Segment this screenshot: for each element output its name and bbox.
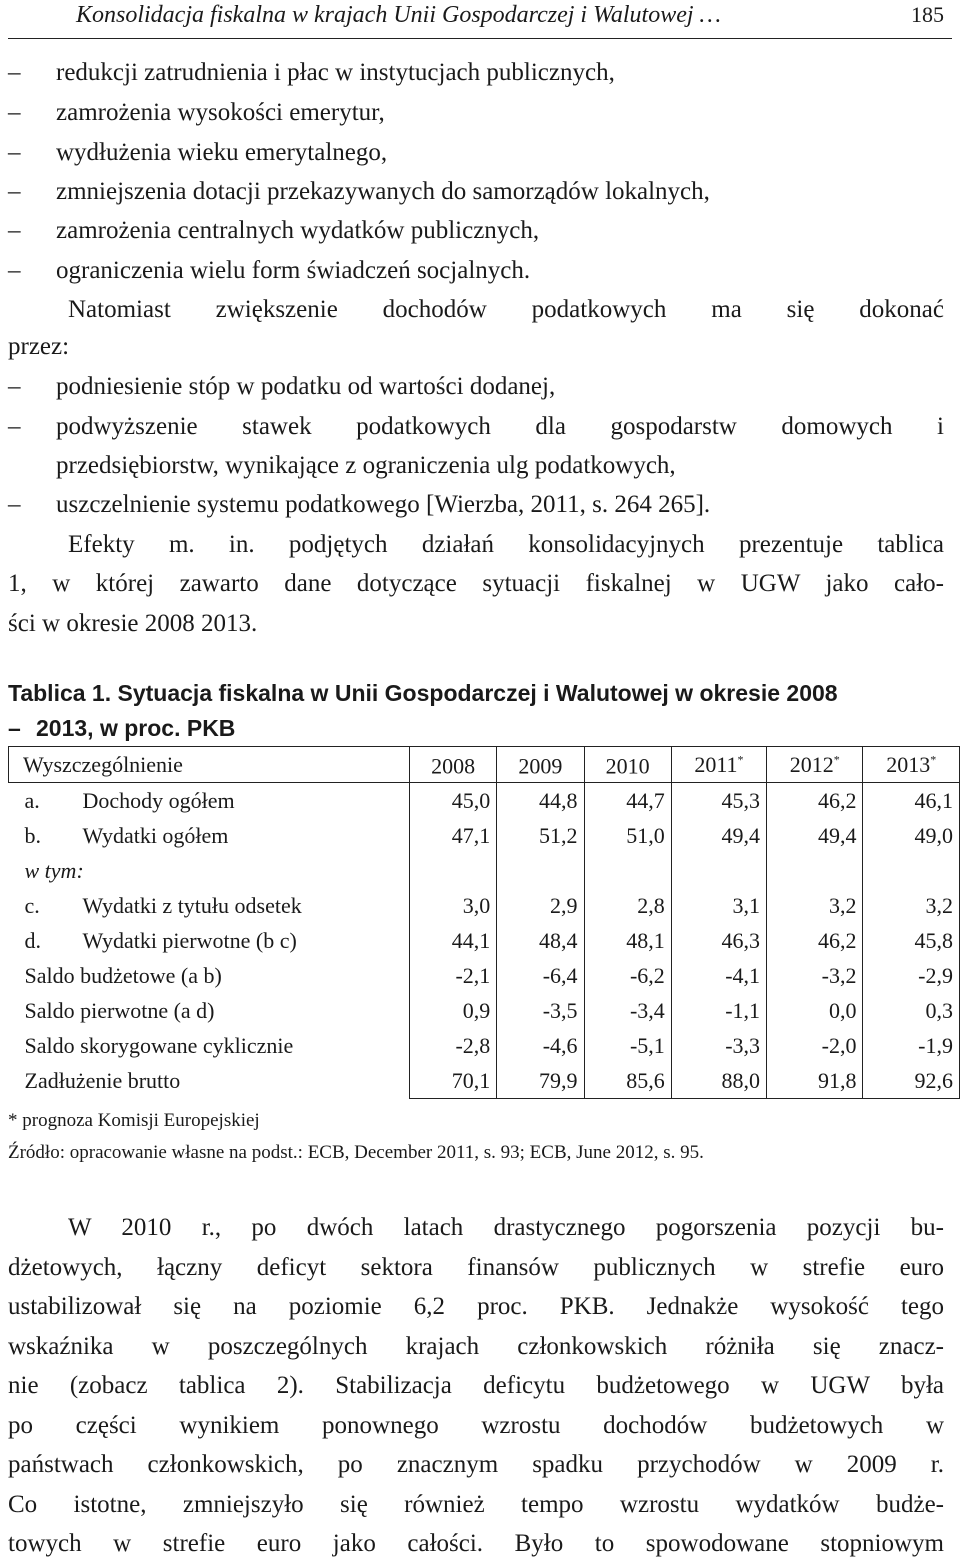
paragraph-line: Co istotne, zmniejszyło się również tempo wzrostu wydatków budże- (8, 1491, 944, 1518)
table-cell (584, 853, 671, 888)
table-cell: 3,2 (767, 888, 863, 923)
paragraph-line: towych w strefie euro jako całości. Było to spowodowane stopniowym (8, 1530, 944, 1557)
paragraph-line: po części wynikiem ponownego wzrostu dochodów budżetowych w (8, 1412, 944, 1439)
table-row (9, 993, 960, 1028)
running-title: Konsolidacja fiskalna w krajach Unii Gospodarczej i Walutowej … (76, 2, 721, 28)
table-cell (767, 853, 863, 888)
col-header: 2009 (497, 747, 584, 783)
table-cell: 45,0 (410, 783, 497, 819)
table-cell: 85,6 (584, 1063, 671, 1099)
row-label-text: Wydatki pierwotne (b c) (82, 927, 297, 953)
table-cell: -2,8 (410, 1028, 497, 1063)
table-cell: 48,4 (497, 923, 584, 958)
paragraph-revenue-line2: przez: (8, 333, 70, 360)
table-row (9, 818, 960, 853)
page-header (8, 0, 952, 39)
table-cell: 3,1 (671, 888, 766, 923)
table-row (9, 923, 960, 958)
table-cell: 49,4 (671, 818, 766, 853)
table-cell: -6,4 (497, 958, 584, 993)
table-caption-line2: – 2013, w proc. PKB (8, 715, 236, 741)
row-label-text: Dochody ogółem (82, 787, 235, 813)
table-cell: 2,8 (584, 888, 671, 923)
paragraph-revenue-line1: Natomiast zwiększenie dochodów podatkowych ma się dokonać (68, 296, 944, 323)
table-cell: -1,9 (863, 1028, 960, 1063)
table-cell: 70,1 (410, 1063, 497, 1099)
table-row (9, 1063, 960, 1099)
table-cell: 79,9 (497, 1063, 584, 1099)
table-cell: 51,0 (584, 818, 671, 853)
table-row (9, 888, 960, 923)
table-cell: -6,2 (584, 958, 671, 993)
paragraph-line: ustabilizował się na poziomie 6,2 proc. PKB. Jednakże wysokość tego (8, 1293, 944, 1320)
table-cell (863, 853, 960, 888)
table-caption-line1: Tablica 1. Sytuacja fiskalna w Unii Gospodarczej i Walutowej w okresie 2008 (8, 680, 838, 706)
dash-bullet: – (8, 373, 21, 400)
row-label-text: w tym: (24, 857, 84, 883)
table-cell: 92,6 (863, 1063, 960, 1099)
dash-bullet: – (8, 178, 21, 205)
table-row (9, 958, 960, 993)
row-letter: c. (24, 892, 40, 918)
row-letter: b. (24, 822, 41, 848)
table-cell (671, 853, 766, 888)
table-cell: 0,9 (410, 993, 497, 1028)
row-label (9, 783, 410, 819)
paragraph-effects-line2: 1, w której zawarto dane dotyczące sytuacji fiskalnej w UGW jako cało- (8, 570, 944, 597)
table-row (9, 853, 960, 888)
col-header: 2008 (410, 747, 497, 783)
table-cell: 46,2 (767, 923, 863, 958)
table-row (9, 783, 960, 819)
col-header: 2011* (671, 747, 766, 783)
row-label (9, 923, 410, 958)
page-number: 185 (911, 2, 944, 27)
table-cell: 47,1 (410, 818, 497, 853)
table-cell: -3,2 (767, 958, 863, 993)
col-header: 2012* (767, 747, 863, 783)
table-cell: -4,1 (671, 958, 766, 993)
table-cell: -1,1 (671, 993, 766, 1028)
row-label-text: Saldo pierwotne (a d) (24, 997, 215, 1023)
table-cell: -4,6 (497, 1028, 584, 1063)
row-label-text: Zadłużenie brutto (24, 1067, 181, 1093)
dash-bullet: – (8, 257, 21, 284)
table-footnote: * prognoza Komisji Europejskiej (8, 1110, 260, 1131)
table-cell: 0,3 (863, 993, 960, 1028)
table-cell: 91,8 (767, 1063, 863, 1099)
dash-bullet: – (8, 217, 21, 244)
table-cell: -2,1 (410, 958, 497, 993)
row-label (9, 993, 410, 1028)
dash-bullet: – (8, 99, 21, 126)
table-cell: -3,3 (671, 1028, 766, 1063)
dash-bullet: – (8, 491, 21, 518)
paragraph-effects-line1: Efekty m. in. podjętych działań konsolidacyjnych prezentuje tablica (68, 531, 944, 558)
table-row (9, 1028, 960, 1063)
table-cell: 51,2 (497, 818, 584, 853)
table-cell: -2,0 (767, 1028, 863, 1063)
table-cell: 3,2 (863, 888, 960, 923)
col-header: 2010 (584, 747, 671, 783)
paragraph-line: państwach członkowskich, po znacznym spadku przychodów w 2009 r. (8, 1451, 944, 1478)
table-cell: 2,9 (497, 888, 584, 923)
table-source: Źródło: opracowanie własne na podst.: ECB, December 2011, s. 93; ECB, June 2012, s. 95. (8, 1142, 704, 1163)
table-cell: 44,7 (584, 783, 671, 819)
dash-bullet: – (8, 59, 21, 86)
table-cell: 44,1 (410, 923, 497, 958)
table-cell: 48,1 (584, 923, 671, 958)
row-letter: d. (24, 927, 41, 953)
table-cell: -3,5 (497, 993, 584, 1028)
col-header: Wyszczególnienie (9, 747, 410, 783)
row-label-text: Wydatki z tytułu odsetek (82, 892, 302, 918)
table-body (9, 783, 960, 1099)
paragraph-line: W 2010 r., po dwóch latach drastycznego pogorszenia pozycji bu- (68, 1214, 944, 1241)
table-cell: 0,0 (767, 993, 863, 1028)
row-label (9, 888, 410, 923)
table-header-row (9, 747, 960, 783)
paragraph-line: nie (zobacz tablica 2). Stabilizacja deficytu budżetowego w UGW była (8, 1372, 944, 1399)
table-cell: 46,3 (671, 923, 766, 958)
table-cell: 3,0 (410, 888, 497, 923)
table-cell: 88,0 (671, 1063, 766, 1099)
row-label-text: Wydatki ogółem (82, 822, 229, 848)
row-label-text: Saldo budżetowe (a b) (24, 962, 222, 988)
paragraph-line: wskaźnika w poszczególnych krajach członkowskich różniła się znacz- (8, 1333, 944, 1360)
table-cell: -5,1 (584, 1028, 671, 1063)
paragraph-effects-line3: ści w okresie 2008 2013. (8, 610, 258, 637)
row-label (9, 958, 410, 993)
paragraph-line: dżetowych, łączny deficyt sektora finansów publicznych w strefie euro (8, 1254, 944, 1281)
col-header: 2013* (863, 747, 960, 783)
table-cell (497, 853, 584, 888)
row-label (9, 1028, 410, 1063)
row-label (9, 853, 410, 888)
row-label (9, 818, 410, 853)
table-cell: 45,8 (863, 923, 960, 958)
row-letter: a. (24, 787, 40, 813)
table-cell: 45,3 (671, 783, 766, 819)
table-cell: 46,1 (863, 783, 960, 819)
table-cell: 46,2 (767, 783, 863, 819)
dash-bullet: – (8, 139, 21, 166)
table-cell: -3,4 (584, 993, 671, 1028)
row-label (9, 1063, 410, 1099)
table-cell (410, 853, 497, 888)
table-cell: 49,4 (767, 818, 863, 853)
table-cell: 44,8 (497, 783, 584, 819)
fiscal-table (8, 746, 960, 1099)
table-cell: 49,0 (863, 818, 960, 853)
dash-bullet: – (8, 413, 21, 440)
row-label-text: Saldo skorygowane cyklicznie (24, 1032, 294, 1058)
table-cell: -2,9 (863, 958, 960, 993)
